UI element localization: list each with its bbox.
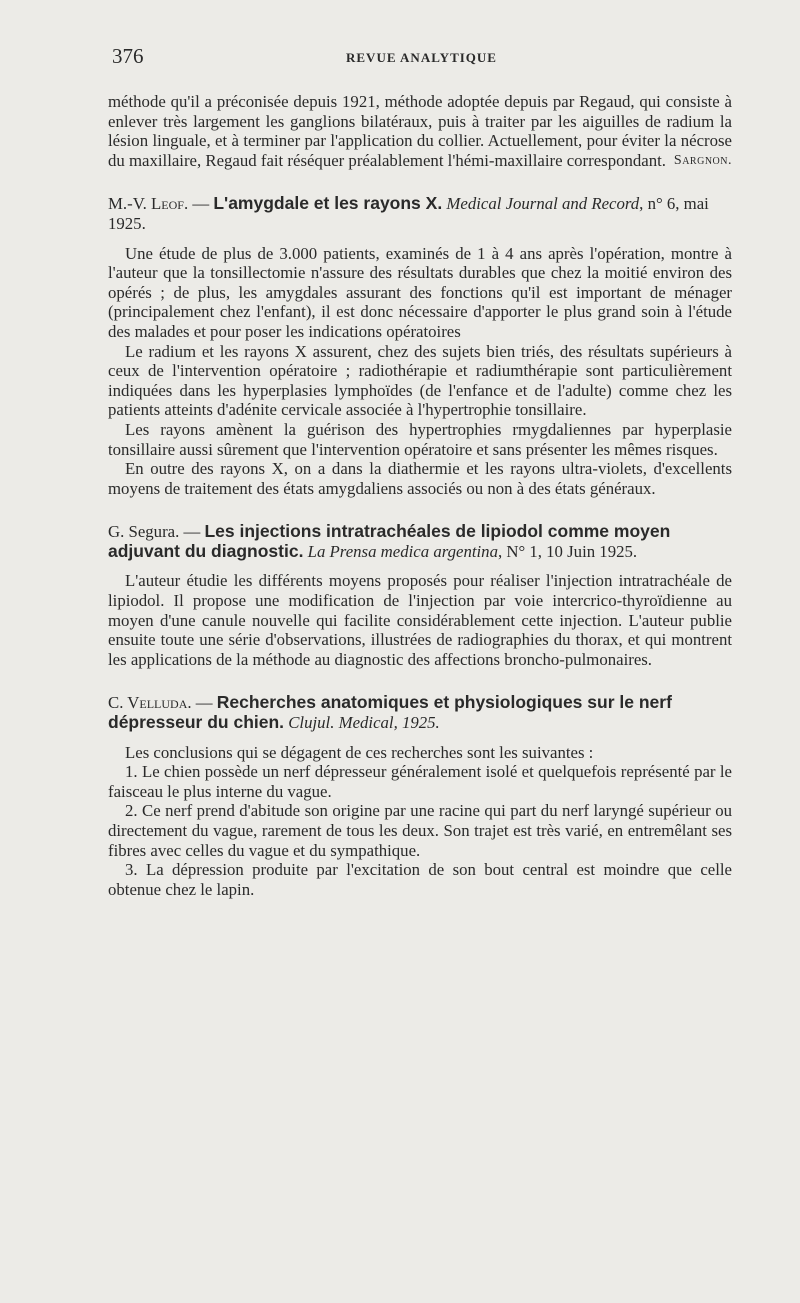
entry-author: M.-V. Leof. xyxy=(108,194,189,214)
paragraph: 1. Le chien possède un nerf dépresseur généralement isolé et quelquefois représenté par le faisceau le plus interne du vague. xyxy=(108,762,732,801)
entry-title: L'amygdale et les rayons X. xyxy=(213,193,443,214)
entry-heading-velluda: C. Velluda. — Recherches anatomiques et physiologiques sur le nerf dépresseur du chien. Clujul. Medical, 1925. xyxy=(108,692,672,733)
paragraph: Le radium et les rayons X assurent, chez des sujets bien triés, des résultats supérieurs à ceux de l'intervention opératoire ; radiothérapie et radiumthérapie sont particulièrement indiquées dans les hyperplasies lymphoïdes (de l'enfance et de l'adulte) comme chez les patients atteints d'adénite cervicale associée à l'hypertrophie tonsillaire. xyxy=(108,341,732,420)
paragraph: L'auteur étudie les différents moyens proposés pour réaliser l'injection intratrachéale de lipiodol. Il propose une modification de l'injection par voie intercrico-thyroïdienne au moyen d'une canule nouvelle qui facilite considérablement cette injection. L'auteur publie ensuite toute une série d'observations, illustrées de radiographies du thorax, et qui montrent les applications de la méthode au diagnostic des affections broncho-pulmonaires. xyxy=(108,571,732,669)
entry-title: Recherches anatomiques et physiologiques sur le nerf dépresseur du chien. xyxy=(108,692,672,733)
entry-author: C. Velluda. xyxy=(108,693,192,713)
entry-heading-leof: M.-V. Leof. — L'amygdale et les rayons X. Medical Journal and Record, n° 6, mai 1925. xyxy=(108,193,709,233)
journal-ref: , N° 1, 10 Juin 1925. xyxy=(497,541,638,561)
page-number: 376 xyxy=(112,44,144,68)
journal-name: Medical Journal and Record xyxy=(446,194,640,214)
journal-ref: , n° 6, mai 1925. xyxy=(108,194,709,233)
signature-sargnon: Sargnon. xyxy=(673,152,732,168)
entry-heading-segura: G. Segura. — Les injections intratrachéales de lipiodol comme moyen adjuvant du diagnostic. La Prensa medica argentina, N° 1, 10 Juin 1925. xyxy=(108,521,671,561)
previous-entry-text: méthode qu'il a préconisée depuis 1921, méthode adoptée depuis par Regaud, qui consiste à enlever très largement les ganglions bilatéraux, puis à traiter par les aiguilles de radium la lésion linguale, et à terminer par l'application du collier. Actuellement, pour éviter la nécrose du maxillaire, Regaud fait réséquer préalablement l'hémi-maxillaire correspondant. Sargnon. xyxy=(108,92,732,170)
page-header xyxy=(112,44,732,74)
paragraph: En outre des rayons X, on a dans la diathermie et les rayons ultra-violets, d'excellents moyens de traitement des états amygdaliens associés ou non à des états généraux. xyxy=(108,459,732,498)
page-content xyxy=(108,92,732,899)
journal-name: La Prensa medica argentina xyxy=(307,541,498,561)
journal-name: Clujul. Medical, 1925. xyxy=(288,713,440,733)
paragraph: Les conclusions qui se dégagent de ces recherches sont les suivantes : xyxy=(125,742,594,762)
paragraph: 3. La dépression produite par l'excitation de son bout central est moindre que celle obtenue chez le lapin. xyxy=(108,860,732,899)
paragraph: Une étude de plus de 3.000 patients, examinés de 1 à 4 ans après l'opération, montre à l'auteur que la tonsillectomie n'assure des résultats durables que chez la moitié environ des opérés ; de plus, les amygdales assurant des fonctions qu'il est important de ménager (principalement chez l'enfant), il est donc nécessaire d'apporter le plus grand soin à l'étude des malades et pour poser les indications opératoires xyxy=(108,243,732,341)
running-title: REVUE ANALYTIQUE xyxy=(346,50,497,65)
paragraph: Les rayons amènent la guérison des hypertrophies rmygdaliennes par hyperplasie tonsillaire aussi sûrement que l'intervention opératoire et sans présenter les mêmes risques. xyxy=(108,419,732,459)
paragraph: 2. Ce nerf prend d'abitude son origine par une racine qui part du nerf laryngé supérieur ou directement du vague, rarement de tous les deux. Son trajet est très varié, en entremêlant ses fibres avec celles du vague et du sympathique. xyxy=(108,801,732,860)
entry-author: G. Segura. xyxy=(108,522,180,542)
entry-title: Les injections intratrachéales de lipiodol comme moyen adjuvant du diagnostic. xyxy=(108,521,671,561)
